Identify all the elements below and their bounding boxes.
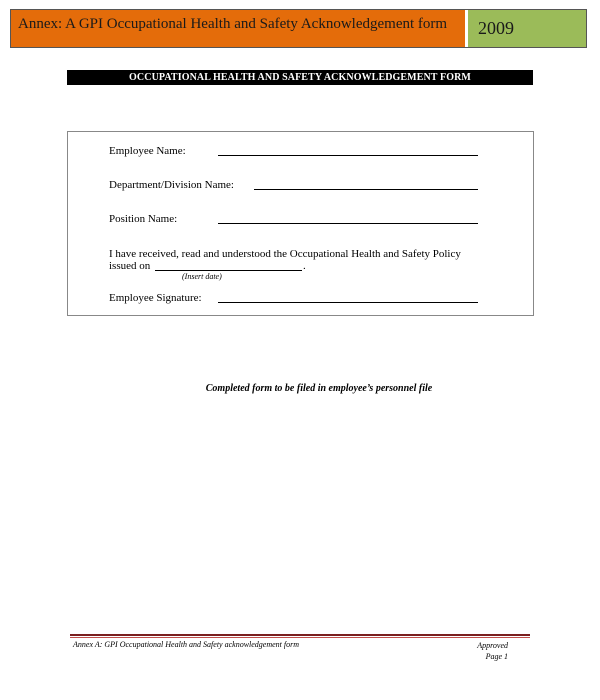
footer-page-number: Page 1 bbox=[485, 652, 508, 661]
issued-date-field[interactable] bbox=[155, 270, 302, 271]
employee-name-label: Employee Name: bbox=[109, 145, 186, 157]
footer-status-block bbox=[440, 640, 508, 662]
department-field[interactable] bbox=[254, 189, 478, 190]
position-field[interactable] bbox=[218, 223, 478, 224]
acknowledgement-form-box bbox=[67, 131, 534, 316]
position-label: Position Name: bbox=[109, 213, 178, 225]
employee-name-field[interactable] bbox=[218, 155, 478, 156]
signature-field[interactable] bbox=[218, 302, 478, 303]
issued-on-label: issued on bbox=[109, 260, 151, 272]
department-label: Department/Division Name: bbox=[109, 179, 234, 191]
acknowledgement-statement: I have received, read and understood the Occupational Health and Safety Policy bbox=[109, 248, 461, 260]
insert-date-note: (Insert date) bbox=[182, 272, 222, 281]
document-header bbox=[10, 9, 587, 48]
issued-period: . bbox=[303, 260, 306, 272]
footer-divider bbox=[70, 634, 530, 636]
header-title: Annex: A GPI Occupational Health and Safety Acknowledgement form bbox=[11, 10, 468, 47]
header-year: 2009 bbox=[468, 10, 586, 47]
footer-approval-status: Approved bbox=[477, 641, 508, 650]
filing-instruction: Completed form to be filed in employee’s personnel file bbox=[205, 383, 433, 394]
footer-divider-accent bbox=[70, 637, 530, 638]
form-title-banner: OCCUPATIONAL HEALTH AND SAFETY ACKNOWLEDGEMENT FORM bbox=[67, 70, 533, 85]
footer-document-title: Annex A: GPI Occupational Health and Safety acknowledgement form bbox=[73, 640, 300, 649]
signature-label: Employee Signature: bbox=[109, 292, 202, 304]
